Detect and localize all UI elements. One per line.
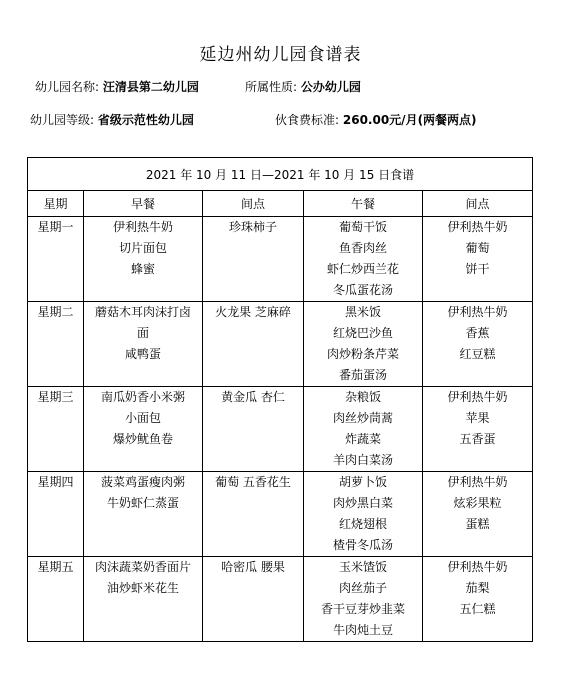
menu-dish: 炫彩果粒 — [453, 496, 502, 510]
header-weekday: 星期 — [28, 191, 84, 217]
menu-dish: 炸蔬菜 — [344, 432, 381, 446]
menu-dish: 羊肉白菜汤 — [332, 453, 393, 467]
menu-row — [28, 472, 533, 557]
menu-date-range: 2021 年 10 月 11 日—2021 年 10 月 15 日食谱 — [28, 158, 533, 191]
menu-caption-row — [28, 158, 533, 191]
menu-body — [28, 217, 533, 642]
menu-dish: 伊利热牛奶 — [447, 305, 508, 319]
menu-dish: 咸鸭蛋 — [124, 347, 161, 361]
morning-snack-cell — [203, 472, 304, 557]
lunch-cell — [304, 302, 423, 387]
menu-dish: 饼干 — [465, 262, 490, 276]
menu-dish: 菠菜鸡蛋瘦肉粥 — [100, 475, 185, 489]
menu-dish: 面 — [136, 326, 149, 340]
afternoon-snack-cell — [423, 387, 533, 472]
menu-dish: 楂骨冬瓜汤 — [332, 538, 393, 552]
morning-snack-cell — [203, 387, 304, 472]
menu-dish: 火龙果 芝麻碎 — [215, 305, 291, 319]
kindergarten-nature-value: 公办幼儿园 — [300, 80, 361, 94]
menu-dish: 油炒虾米花生 — [106, 581, 179, 595]
menu-dish: 杂粮饭 — [344, 390, 381, 404]
menu-dish: 蘑菇木耳肉沫打卤 — [94, 305, 191, 319]
meal-fee-standard — [275, 111, 477, 128]
header-morning-snack: 间点 — [203, 191, 304, 217]
menu-dish: 伊利热牛奶 — [447, 560, 508, 574]
menu-dish: 蜂蜜 — [130, 262, 155, 276]
menu-row — [28, 217, 533, 302]
menu-dish: 珍珠柿子 — [228, 220, 277, 234]
menu-dish: 爆炒鱿鱼卷 — [112, 432, 173, 446]
menu-dish: 玉米馇饭 — [338, 560, 387, 574]
menu-dish: 苹果 — [465, 411, 490, 425]
menu-dish: 牛奶虾仁蒸蛋 — [106, 496, 179, 510]
menu-dish: 伊利热牛奶 — [447, 390, 508, 404]
kindergarten-name — [35, 78, 199, 95]
afternoon-snack-cell — [423, 472, 533, 557]
menu-dish: 南瓜奶香小米粥 — [100, 390, 185, 404]
menu-row — [28, 557, 533, 642]
menu-dish: 伊利热牛奶 — [447, 475, 508, 489]
lunch-cell — [304, 557, 423, 642]
afternoon-snack-cell — [423, 217, 533, 302]
meal-fee-value: 260.00元/月(两餐两点) — [342, 113, 477, 127]
afternoon-snack-cell — [423, 302, 533, 387]
menu-dish: 胡萝卜饭 — [338, 475, 387, 489]
kindergarten-name-label: 幼儿园名称: — [35, 80, 100, 94]
header-afternoon-snack: 间点 — [423, 191, 533, 217]
menu-dish: 肉沫蔬菜奶香面片 — [94, 560, 191, 574]
menu-dish: 红豆糕 — [459, 347, 496, 361]
menu-dish: 五香蛋 — [459, 432, 496, 446]
weekday-label: 星期一 — [37, 220, 74, 234]
menu-dish: 鱼香肉丝 — [338, 241, 387, 255]
header-breakfast: 早餐 — [84, 191, 203, 217]
menu-table — [27, 157, 533, 642]
weekday-label: 星期五 — [37, 560, 74, 574]
menu-dish: 葡萄 — [465, 241, 490, 255]
breakfast-cell — [84, 557, 203, 642]
kindergarten-grade — [30, 111, 194, 128]
menu-dish: 肉炒黑白菜 — [332, 496, 393, 510]
weekday-cell — [28, 472, 84, 557]
menu-dish: 小面包 — [124, 411, 161, 425]
menu-dish: 哈密瓜 腰果 — [221, 560, 285, 574]
menu-dish: 香蕉 — [465, 326, 490, 340]
menu-row — [28, 302, 533, 387]
afternoon-snack-cell — [423, 557, 533, 642]
morning-snack-cell — [203, 217, 304, 302]
kindergarten-nature — [245, 78, 361, 95]
menu-dish: 黑米饭 — [344, 305, 381, 319]
menu-dish: 五仁糕 — [459, 602, 496, 616]
kindergarten-name-value: 汪清县第二幼儿园 — [102, 80, 199, 94]
menu-dish: 肉丝茄子 — [338, 581, 387, 595]
menu-dish: 肉丝炒茼蒿 — [332, 411, 393, 425]
header-lunch: 午餐 — [304, 191, 423, 217]
weekday-cell — [28, 217, 84, 302]
menu-dish: 茄梨 — [465, 581, 490, 595]
kindergarten-grade-label: 幼儿园等级: — [30, 113, 95, 127]
morning-snack-cell — [203, 302, 304, 387]
kindergarten-grade-value: 省级示范性幼儿园 — [97, 113, 194, 127]
breakfast-cell — [84, 217, 203, 302]
menu-header-row — [28, 191, 533, 217]
lunch-cell — [304, 472, 423, 557]
menu-dish: 肉炒粉条芹菜 — [326, 347, 399, 361]
menu-dish: 切片面包 — [118, 241, 167, 255]
menu-dish: 葡萄 五香花生 — [215, 475, 291, 489]
weekday-label: 星期三 — [37, 390, 74, 404]
menu-dish: 番茄蛋汤 — [338, 368, 387, 382]
breakfast-cell — [84, 387, 203, 472]
breakfast-cell — [84, 302, 203, 387]
weekday-label: 星期四 — [37, 475, 74, 489]
lunch-cell — [304, 387, 423, 472]
menu-dish: 牛肉炖土豆 — [332, 623, 393, 637]
breakfast-cell — [84, 472, 203, 557]
page-title: 延边州幼儿园食谱表 — [199, 45, 362, 65]
menu-dish: 香干豆芽炒韭菜 — [320, 602, 405, 616]
menu-dish: 黄金瓜 杏仁 — [221, 390, 285, 404]
menu-row — [28, 387, 533, 472]
lunch-cell — [304, 217, 423, 302]
menu-dish: 红烧巴沙鱼 — [332, 326, 393, 340]
weekday-label: 星期二 — [37, 305, 74, 319]
meal-fee-label: 伙食费标准: — [275, 113, 340, 127]
kindergarten-nature-label: 所属性质: — [245, 80, 298, 94]
weekday-cell — [28, 302, 84, 387]
menu-dish: 伊利热牛奶 — [112, 220, 173, 234]
morning-snack-cell — [203, 557, 304, 642]
menu-dish: 葡萄干饭 — [338, 220, 387, 234]
menu-dish: 冬瓜蛋花汤 — [332, 283, 393, 297]
menu-dish: 蛋糕 — [465, 517, 490, 531]
weekday-cell — [28, 557, 84, 642]
weekday-cell — [28, 387, 84, 472]
menu-dish: 红烧翅根 — [338, 517, 387, 531]
menu-dish: 虾仁炒西兰花 — [326, 262, 399, 276]
menu-dish: 伊利热牛奶 — [447, 220, 508, 234]
